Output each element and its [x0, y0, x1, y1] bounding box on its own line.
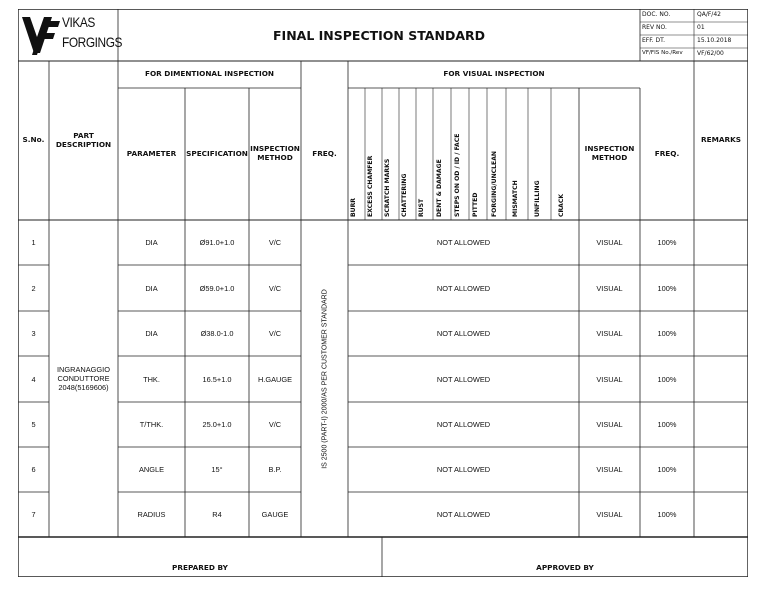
eff-date-label: EFF. DT. [642, 37, 666, 44]
row-5-remarks [694, 402, 748, 447]
rev-no-label: REV NO. [642, 24, 667, 31]
row-3-sno: 3 [31, 329, 36, 338]
fis-no-value: VF/62/00 [697, 50, 724, 57]
row-4-remarks [694, 356, 748, 402]
row-6-visual-method: VISUAL [596, 465, 623, 474]
row-5-method: V/C [268, 420, 282, 429]
defect-header-chattering: CHATTERING [401, 173, 408, 217]
row-3-remarks [694, 311, 748, 356]
row-6-remarks [694, 447, 748, 492]
row-5-freq: 100% [657, 420, 677, 429]
visual-freq-header: FREQ. [654, 148, 680, 158]
fis-no-label: VF/FIS No./Rev [642, 50, 683, 56]
row-2-sno: 2 [31, 283, 36, 293]
visual-method-header: INSPECTION METHOD [584, 144, 635, 162]
row-4-specification: 16.5+1.0 [202, 374, 232, 384]
defect-header-pitted: PITTED [472, 192, 479, 217]
row-2-specification: Ø59.0+1.0 [199, 283, 235, 293]
defect-header-dent-damage: DENT & DAMAGE [436, 159, 443, 217]
row-3-freq: 100% [657, 329, 677, 338]
row-6-freq: 100% [657, 465, 677, 474]
row-6-sno: 6 [31, 465, 36, 474]
row-7-method: GAUGE [261, 510, 289, 519]
row-3-specification: Ø38.0-1.0 [200, 329, 234, 338]
remarks-header: REMARKS [700, 135, 742, 145]
freq-note-cell [301, 220, 348, 537]
row-3-visual-method: VISUAL [596, 329, 623, 338]
defect-header-forging-unclean: FORGING/UNCLEAN [491, 150, 498, 217]
row-4-freq: 100% [657, 374, 677, 384]
row-4-parameter: THK. [143, 374, 160, 384]
row-1-specification: Ø91.0+1.0 [199, 238, 235, 247]
part-description-header: PART DESCRIPTION [55, 130, 112, 149]
row-5-visual-method: VISUAL [596, 420, 623, 429]
inspection-method-header: INSPECTION METHOD [250, 144, 300, 162]
row-2-method: V/C [268, 283, 282, 293]
row-1-parameter: DIA [145, 238, 158, 247]
defect-header-rust: RUST [418, 198, 425, 217]
doc-no-value: QA/F/42 [697, 11, 721, 18]
freq-note: IS 2500 (PART-I) 2000/AS PER CUSTOMER STANDARD [321, 288, 328, 469]
sno-header: S.No. [22, 135, 45, 145]
row-1-visual-method: VISUAL [596, 238, 623, 247]
defect-header-excess-chamfer: EXCESS CHAMFER [367, 155, 374, 217]
rev-no-value: 01 [697, 24, 705, 31]
defect-header-steps: STEPS ON OD / ID / FACE [454, 133, 461, 217]
row-7-parameter: RADIUS [137, 510, 166, 519]
company-logo [20, 11, 123, 61]
row-2-parameter: DIA [145, 283, 158, 293]
row-1-method: V/C [268, 238, 282, 247]
row-7-specification: R4 [212, 510, 222, 519]
row-5-specification: 25.0+1.0 [202, 420, 232, 429]
row-4-visual-method: VISUAL [596, 374, 623, 384]
defect-header-unfilling: UNFILLING [534, 180, 541, 217]
row-7-freq: 100% [657, 510, 677, 519]
row-6-specification: 15° [211, 465, 223, 474]
visual-inspection-heading: FOR VISUAL INSPECTION [443, 69, 545, 79]
row-1-visual: NOT ALLOWED [436, 238, 491, 247]
doc-no-label: DOC. NO. [642, 11, 671, 18]
row-1-freq: 100% [657, 238, 677, 247]
row-2-visual: NOT ALLOWED [436, 283, 491, 293]
row-6-visual: NOT ALLOWED [436, 465, 491, 474]
freq-header: FREQ. [312, 148, 337, 158]
row-7-visual: NOT ALLOWED [436, 510, 491, 519]
specification-header: SPECIFICATION [186, 148, 248, 158]
row-4-sno: 4 [31, 374, 36, 384]
prepared-by-label: PREPARED BY [172, 563, 228, 572]
doc-info-box [640, 9, 748, 61]
defect-header-burr: BURR [350, 198, 357, 217]
approved-by-label: APPROVED BY [536, 563, 594, 572]
defect-header-scratch-marks: SCRATCH MARKS [384, 158, 391, 217]
eff-date-value: 15.10.2018 [697, 37, 732, 44]
row-6-method: B.P. [268, 465, 282, 474]
part-description: INGRANAGGIO CONDUTTORE 2048(5169606) [57, 364, 110, 393]
logo-text-vikas: VIKAS [62, 14, 95, 30]
row-7-sno: 7 [31, 510, 36, 519]
row-4-visual: NOT ALLOWED [436, 374, 491, 384]
row-4-method: H.GAUGE [257, 374, 293, 384]
row-3-method: V/C [268, 329, 282, 338]
row-1-remarks [694, 220, 748, 265]
row-7-remarks [694, 492, 748, 537]
logo-text-forgings: FORGINGS [62, 34, 123, 50]
row-5-parameter: T/THK. [139, 420, 164, 429]
vf-logo-mark [22, 15, 60, 59]
dimensional-inspection-heading: FOR DIMENTIONAL INSPECTION [144, 69, 275, 79]
row-3-visual: NOT ALLOWED [436, 329, 491, 338]
row-2-visual-method: VISUAL [596, 283, 623, 293]
defect-header-crack: CRACK [558, 193, 565, 217]
row-1-sno: 1 [31, 238, 36, 247]
row-5-sno: 5 [31, 420, 36, 429]
row-2-remarks [694, 265, 748, 311]
row-2-freq: 100% [657, 283, 677, 293]
inspection-sheet [18, 9, 748, 577]
parameter-header: PARAMETER [126, 148, 177, 158]
defect-header-mismatch: MISMATCH [512, 180, 519, 217]
row-7-visual-method: VISUAL [596, 510, 623, 519]
row-3-parameter: DIA [145, 329, 158, 338]
row-6-parameter: ANGLE [138, 465, 165, 474]
document-title: FINAL INSPECTION STANDARD [273, 27, 485, 43]
row-5-visual: NOT ALLOWED [436, 420, 491, 429]
